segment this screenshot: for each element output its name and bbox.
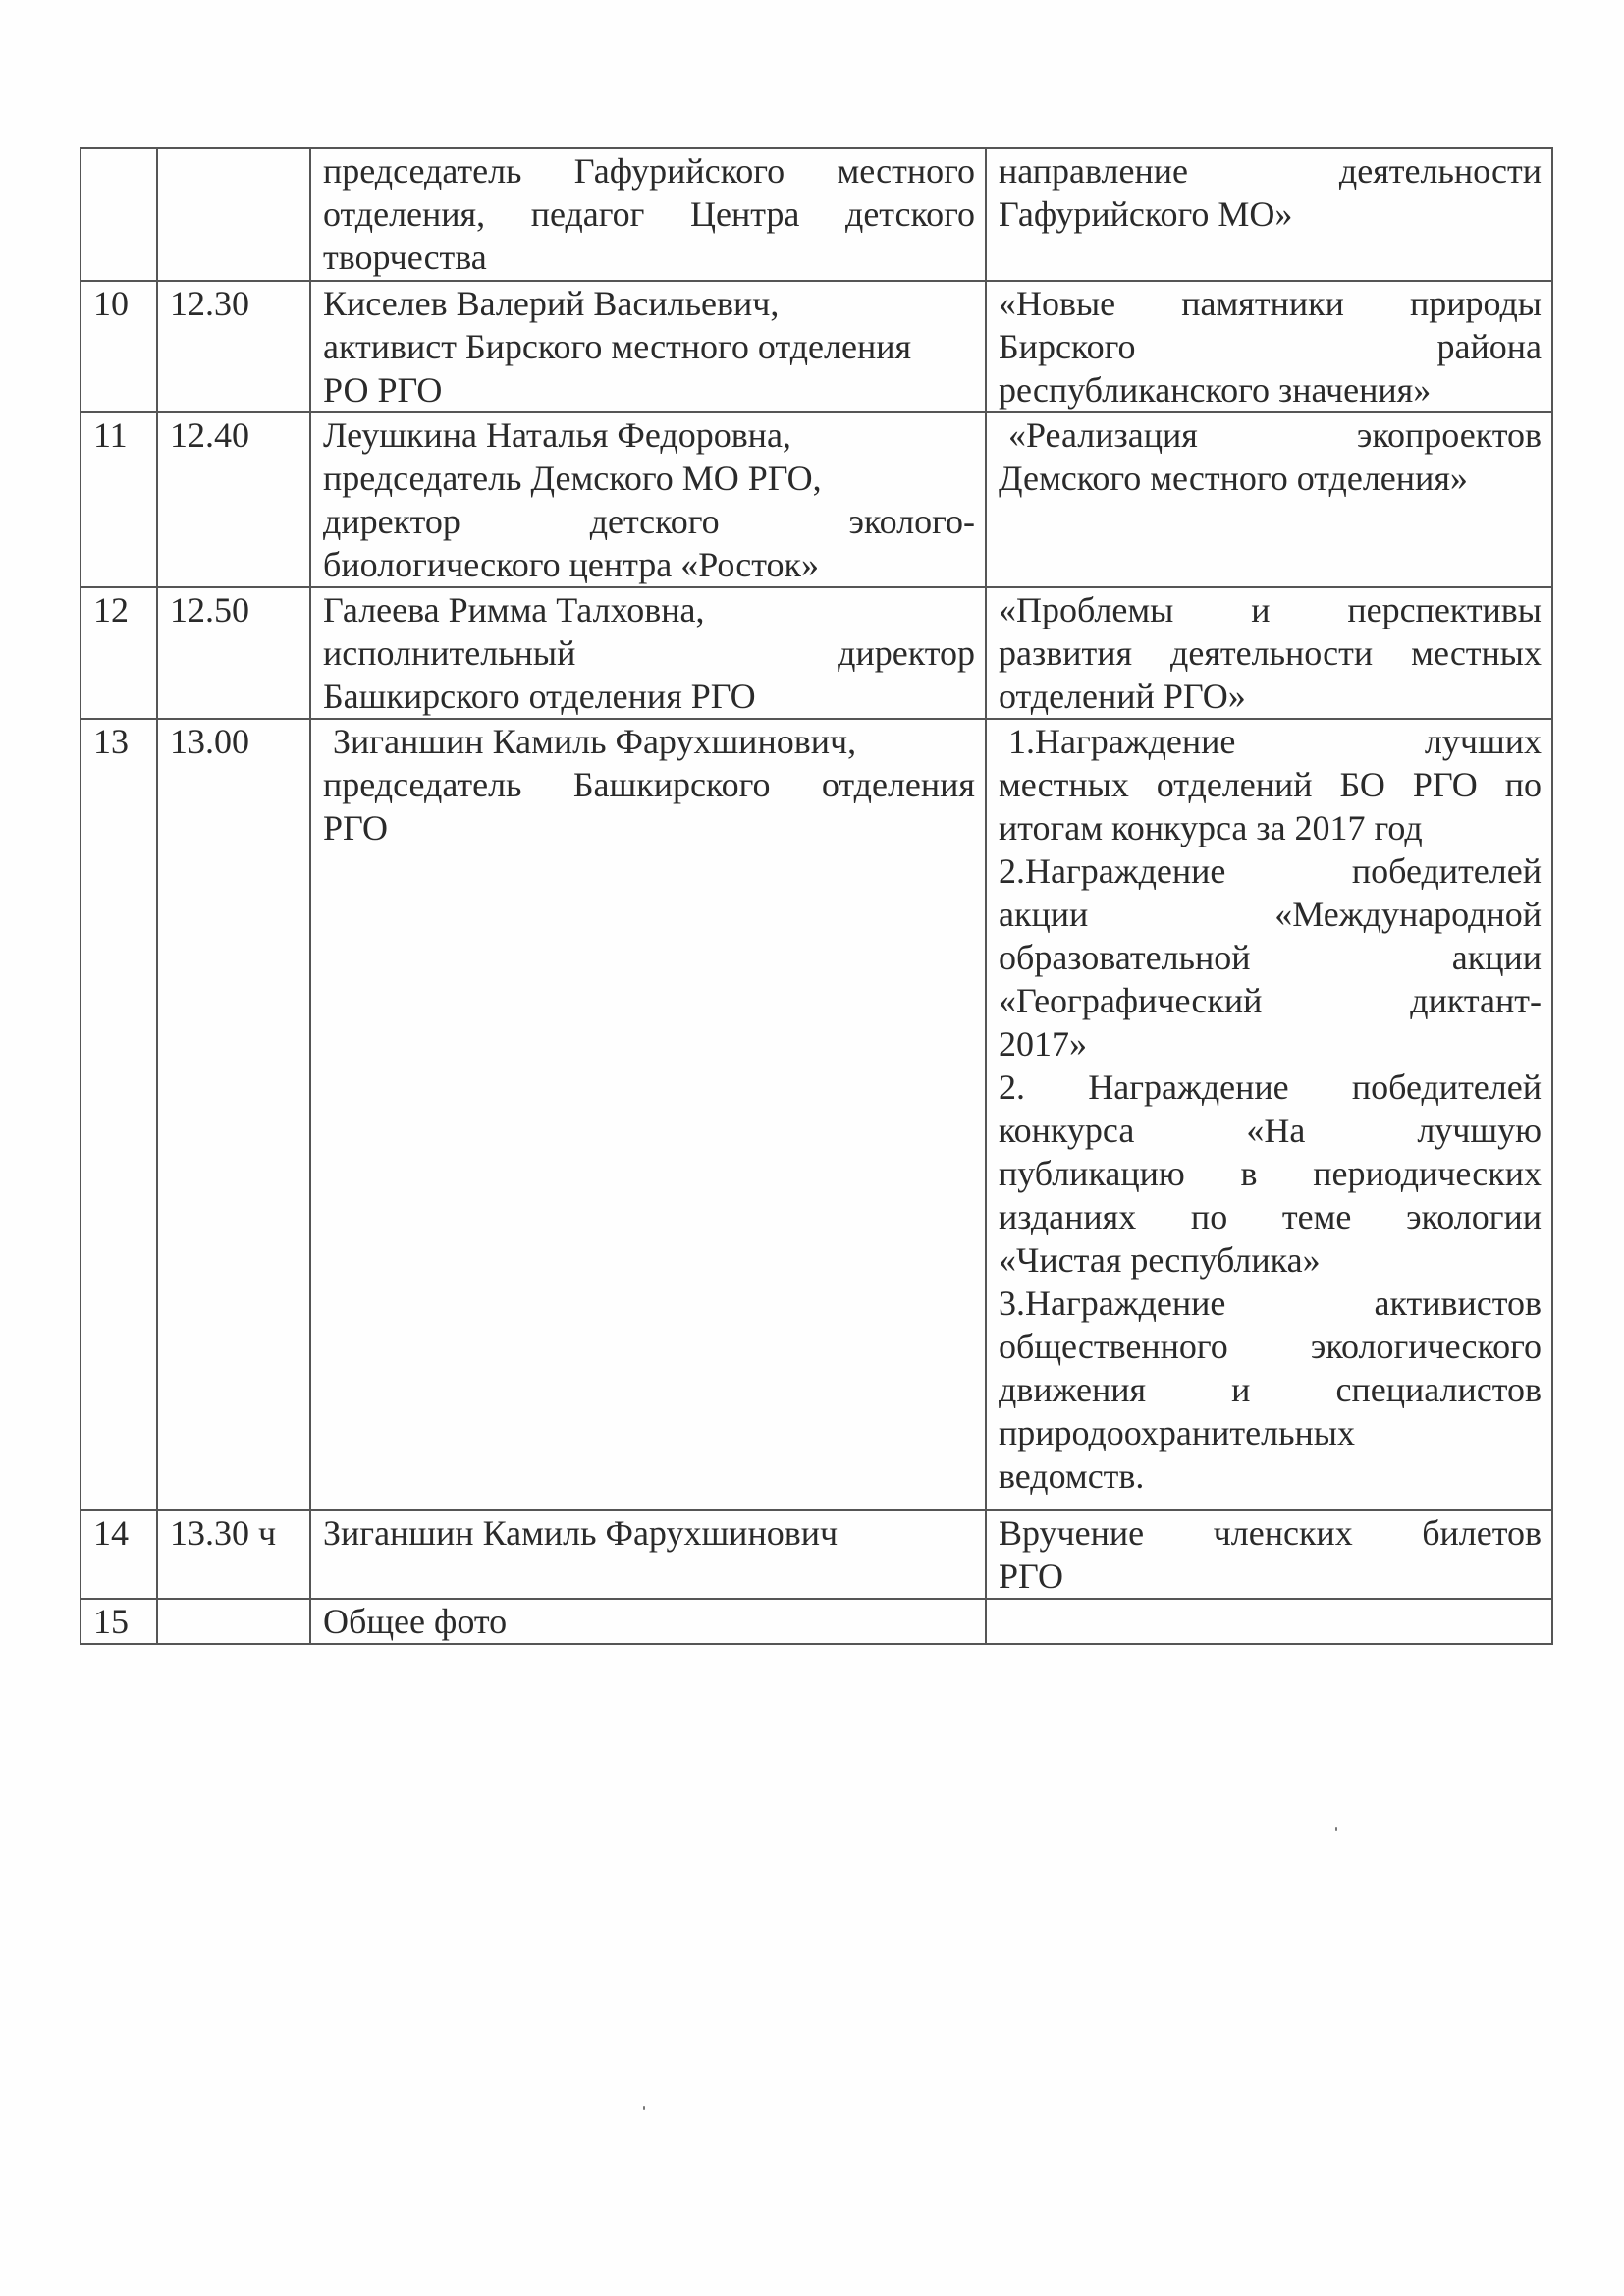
speaker-line: творчества [323,238,487,277]
speaker-line: директор детского эколого- [323,502,975,541]
row-speaker [310,1510,986,1599]
speaker-line: председатель Гафурийского местного [323,151,975,191]
topic-line: акции «Международной [999,895,1542,934]
topic-line: Бирского района [999,327,1542,366]
topic-line: образовательной акции [999,938,1542,977]
row-number: 15 [81,1599,157,1644]
topic-line: 3.Награждение активистов [999,1284,1542,1323]
row-speaker [310,412,986,587]
row-speaker [310,587,986,719]
row-time: 13.00 [157,719,310,1510]
speaker-line: Зиганшин Камиль Фарухшинович, [333,722,857,761]
table-row [81,587,1552,719]
speaker-line: Галеева Римма Талховна, [323,590,705,629]
scan-speck [1335,1827,1337,1831]
row-speaker [310,148,986,281]
topic-line: отделений РГО» [999,677,1246,716]
topic-line: Гафурийского МО» [999,194,1293,234]
topic-line: Демского местного отделения» [999,459,1468,498]
topic-line: развития деятельности местных [999,633,1542,673]
topic-line: «Проблемы и перспективы [999,590,1542,629]
row-topic [986,719,1552,1510]
speaker-line: председатель Демского МО РГО, [323,459,822,498]
table-row [81,719,1552,1510]
topic-line: изданиях по теме экологии [999,1197,1542,1236]
row-time: 12.50 [157,587,310,719]
row-speaker [310,719,986,1510]
row-topic [986,412,1552,587]
topic-line: направление деятельности [999,151,1542,191]
row-time [157,148,310,281]
row-number: 12 [81,587,157,719]
topic-line: «Реализация экопроектов [1008,415,1542,455]
topic-line: 1.Награждение лучших [1008,722,1542,761]
row-speaker [310,281,986,412]
scan-speck [643,2106,645,2110]
table-row [81,1510,1552,1599]
table-row [81,148,1552,281]
row-number: 14 [81,1510,157,1599]
speaker-line: биологического центра «Росток» [323,545,820,584]
row-time: 12.30 [157,281,310,412]
topic-line: 2.Награждение победителей [999,851,1542,891]
speaker-line: председатель Башкирского отделения [323,765,975,804]
row-number: 10 [81,281,157,412]
row-number: 13 [81,719,157,1510]
topic-line: РГО [999,1557,1063,1596]
row-topic [986,281,1552,412]
speaker-line: Леушкина Наталья Федоровна, [323,415,791,455]
row-time: 12.40 [157,412,310,587]
topic-line: ведомств. [999,1456,1145,1496]
row-number [81,148,157,281]
speaker-line: РО РГО [323,370,443,410]
topic-line: природоохранительных [999,1413,1355,1452]
row-topic [986,1599,1552,1644]
topic-line: 2. Награждение победителей [999,1067,1542,1107]
speaker-line: РГО [323,808,388,847]
speaker-line: Зиганшин Камиль Фарухшинович [323,1513,839,1553]
topic-line: общественного экологического [999,1327,1542,1366]
row-number: 11 [81,412,157,587]
topic-line: Вручение членских билетов [999,1513,1542,1553]
table-row [81,281,1552,412]
row-topic [986,587,1552,719]
row-speaker [310,1599,986,1644]
speaker-line: Общее фото [323,1602,508,1641]
speaker-line: активист Бирского местного отделения [323,327,912,366]
speaker-line: исполнительный директор [323,633,975,673]
row-topic [986,148,1552,281]
table-row [81,1599,1552,1644]
topic-line: конкурса «На лучшую [999,1111,1542,1150]
topic-line: публикацию в периодических [999,1154,1542,1193]
row-time: 13.30 ч [157,1510,310,1599]
topic-line: движения и специалистов [999,1370,1542,1409]
topic-line: итогам конкурса за 2017 год [999,808,1423,847]
row-time [157,1599,310,1644]
speaker-line: Киселев Валерий Васильевич, [323,284,780,323]
row-topic [986,1510,1552,1599]
speaker-line: отделения, педагог Центра детского [323,194,975,234]
topic-line: местных отделений БО РГО по [999,765,1542,804]
speaker-line: Башкирского отделения РГО [323,677,756,716]
topic-line: республиканского значения» [999,370,1432,410]
topic-line: «Новые памятники природы [999,284,1542,323]
table-row [81,412,1552,587]
topic-line: 2017» [999,1024,1087,1064]
agenda-table [80,147,1553,1645]
topic-line: «Географический диктант- [999,981,1542,1020]
topic-line: «Чистая республика» [999,1240,1321,1280]
